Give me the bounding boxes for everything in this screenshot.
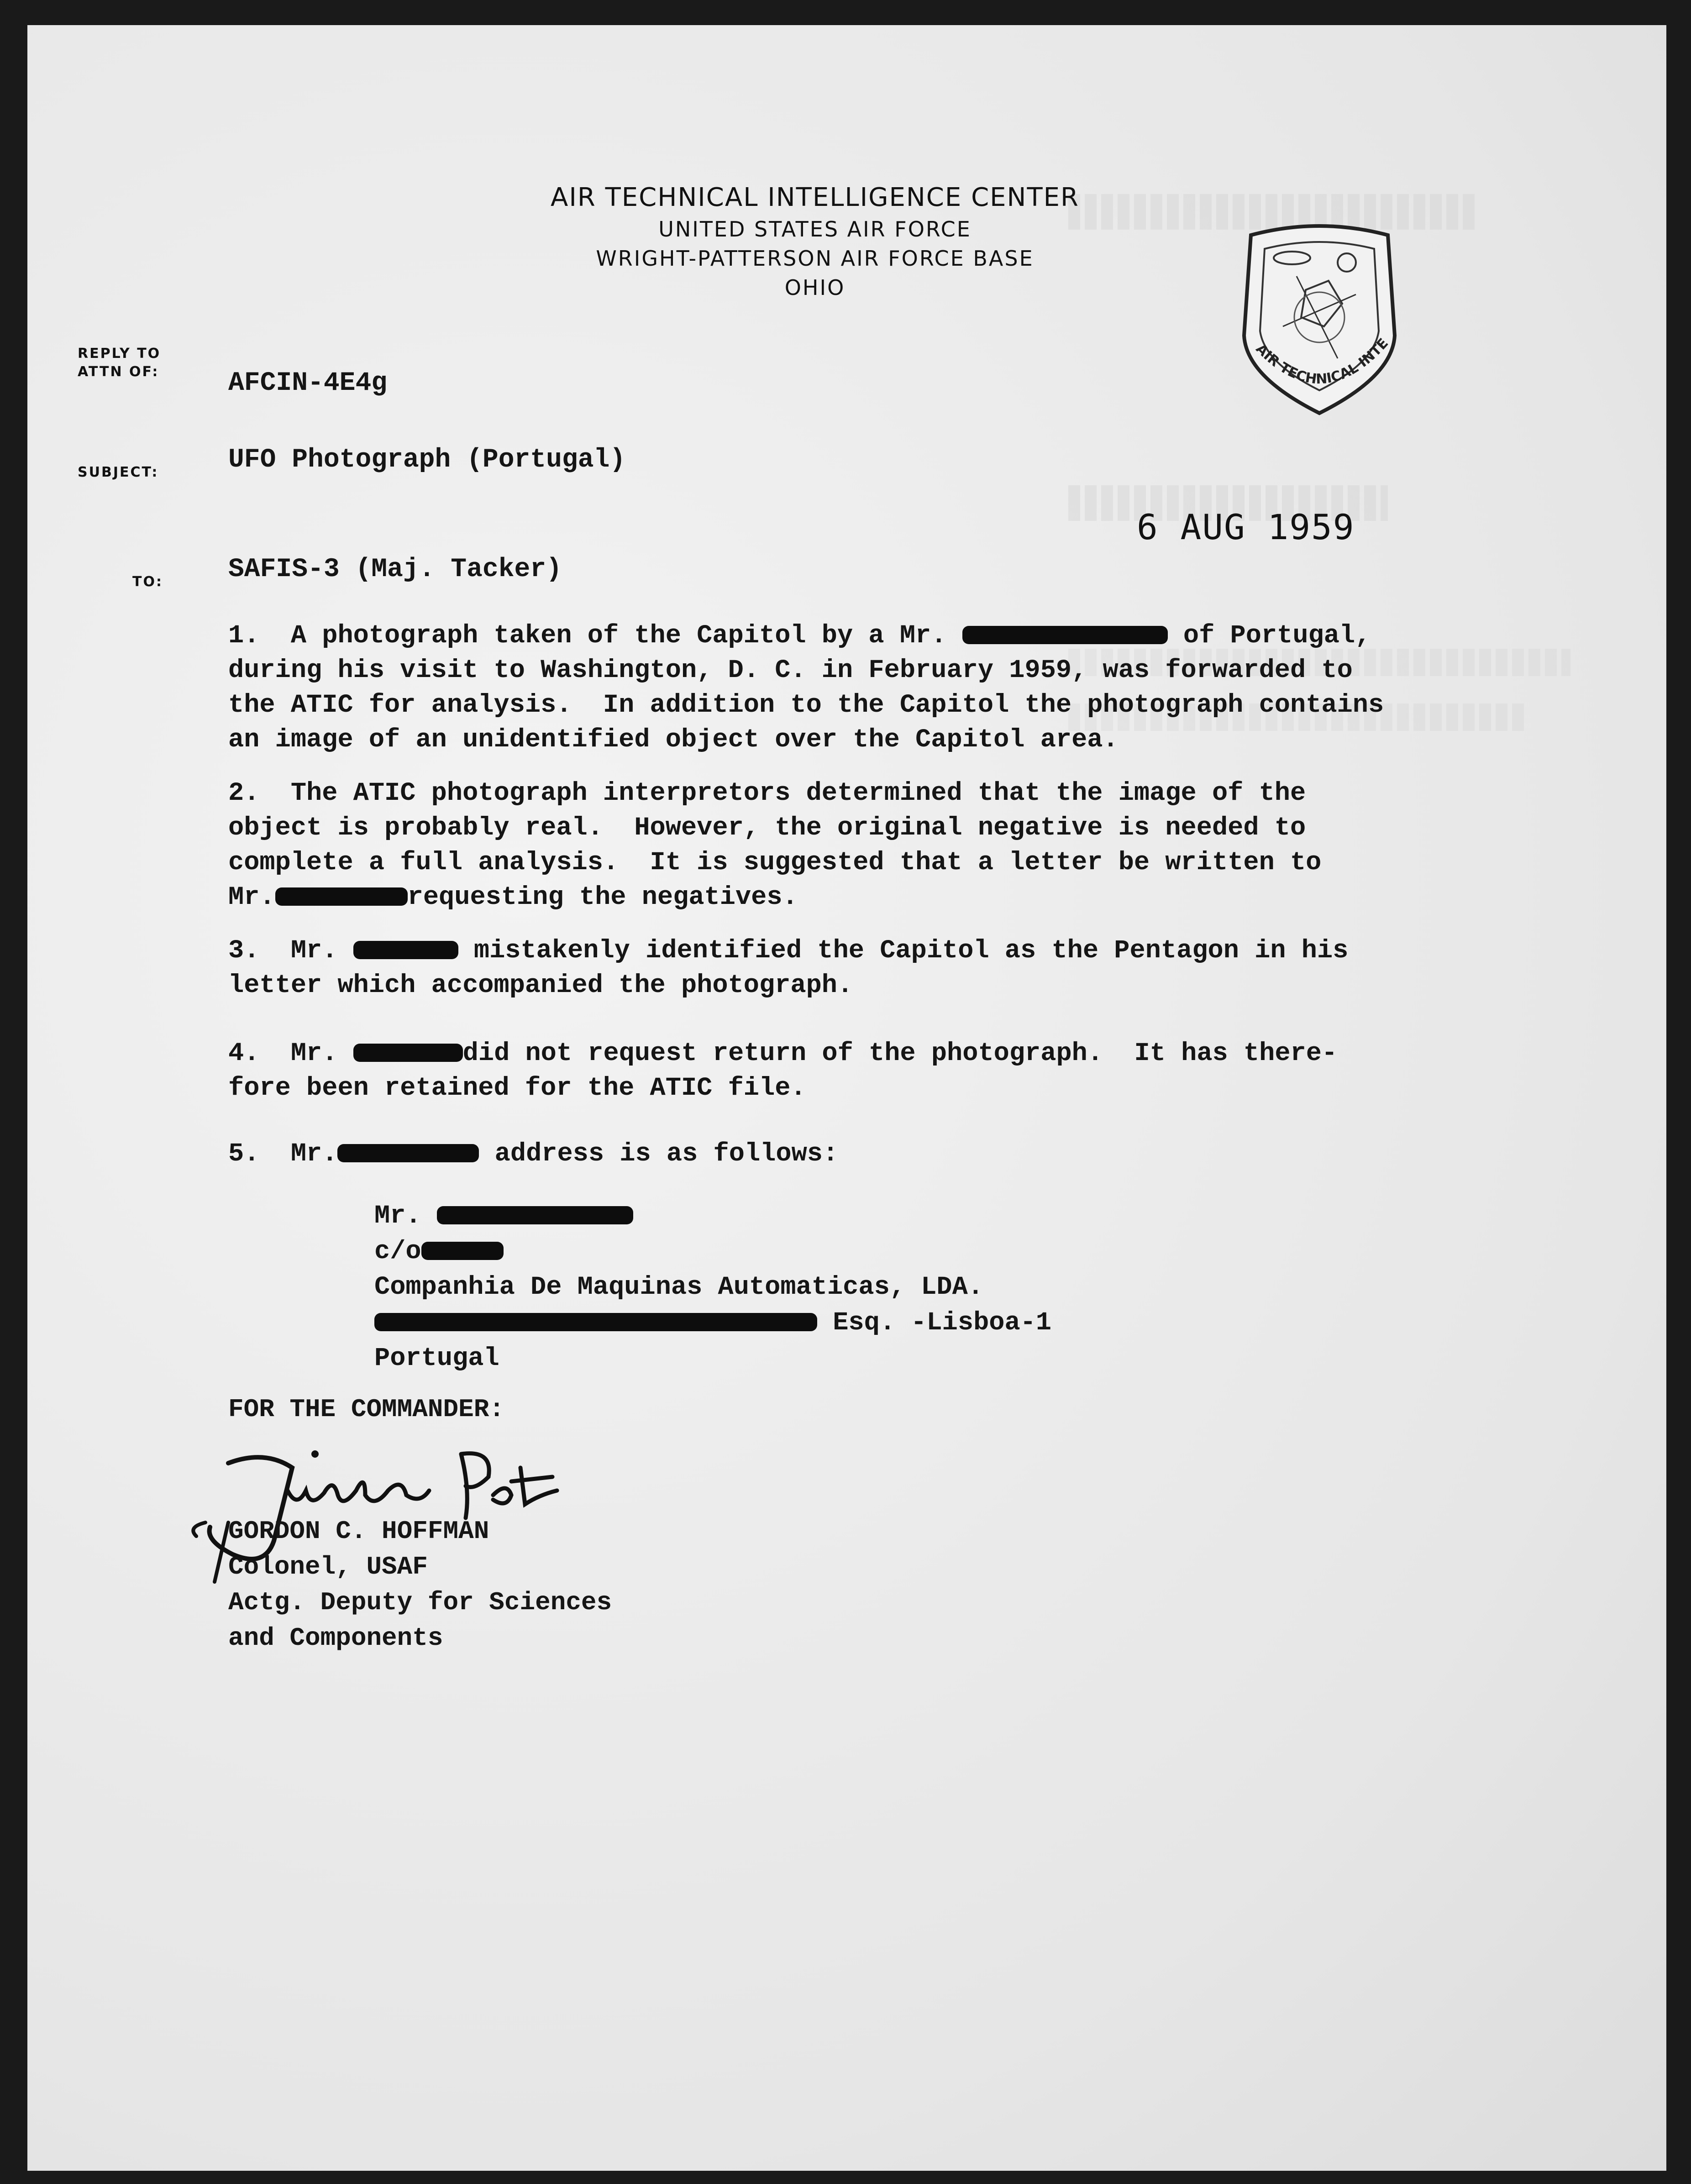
paragraph-line [228,880,1461,915]
paragraph-line: the ATIC for analysis. In addition to the Capitol the photograph contains [228,691,1384,720]
paragraph-line [228,1036,1461,1071]
document-page [27,25,1666,2171]
subject-value: UFO Photograph (Portugal) [228,445,626,475]
signatory-name: GORDON C. HOFFMAN [228,1517,489,1546]
atic-seal-icon [1233,221,1406,429]
paragraph-3 [228,934,1461,1003]
address-line [374,1198,1051,1234]
paragraph-line: during his visit to Washington, D. C. in February 1959, was forwarded to [228,656,1353,685]
redaction [353,941,458,959]
signatory-title: and Components [228,1623,443,1653]
reply-to-label-line-2: ATTN OF: [78,364,159,380]
address-line [374,1234,1051,1270]
reply-to-label-line-1: REPLY TO [78,346,161,362]
to-label: TO: [132,574,163,590]
redaction [275,887,408,906]
text-segment: c/o [374,1237,421,1266]
paragraph-line: 2. The ATIC photograph interpretors determined that the image of the [228,779,1306,808]
text-segment: did not request return of the photograph. It has there- [462,1039,1338,1068]
address-block [374,1198,1051,1376]
paragraph-line: object is probably real. However, the original negative is needed to [228,814,1306,843]
signature-block [228,1513,612,1656]
paragraph-line: fore been retained for the ATIC file. [228,1074,806,1103]
letterhead-title: AIR TECHNICAL INTELLIGENCE CENTER [551,183,1079,212]
date-stamp: 6 AUG 1959 [1137,507,1355,547]
text-segment: 4. Mr. [228,1039,353,1068]
paragraph-line [228,1137,1461,1171]
redaction [337,1144,479,1162]
paragraph-line: complete a full analysis. It is suggested that a letter be written to [228,848,1322,877]
reply-to-label [78,345,161,381]
address-line [374,1305,1051,1341]
letterhead-line-3: WRIGHT-PATTERSON AIR FORCE BASE [596,246,1034,271]
reply-to-value: AFCIN-4E4g [228,368,388,398]
paragraph-4 [228,1036,1461,1106]
paragraph-line: an image of an unidentified object over the Capitol area. [228,725,1119,755]
letterhead-line-2: UNITED STATES AIR FORCE [658,217,972,242]
text-segment: 5. Mr. [228,1139,338,1169]
redaction [374,1313,817,1331]
redaction [421,1242,504,1260]
text-segment: address is as follows: [479,1139,839,1169]
address-line: Companhia De Maquinas Automaticas, LDA. [374,1273,984,1302]
address-line: Portugal [374,1344,499,1373]
subject-label: SUBJECT: [78,464,159,480]
paragraph-line: letter which accompanied the photograph. [228,971,853,1000]
seal-text: AIR TECHNICAL INTE [1252,335,1392,388]
redaction [437,1206,633,1224]
signatory-rank: Colonel, USAF [228,1552,428,1581]
letterhead [484,183,1146,300]
text-segment: 3. Mr. [228,936,353,966]
text-segment: 1. A photograph taken of the Capitol by a Mr. [228,621,962,651]
closing: FOR THE COMMANDER: [228,1395,504,1424]
redaction [962,626,1168,644]
text-segment: mistakenly identified the Capitol as the Pentagon in his [458,936,1349,966]
redaction [353,1044,463,1062]
text-segment: requesting the negatives. [407,883,798,912]
text-segment: Esq. -Lisboa-1 [833,1308,1052,1338]
paragraph-1 [228,619,1461,757]
letterhead-line-4: OHIO [784,275,846,300]
text-segment: Mr. [228,883,275,912]
paragraph-2 [228,776,1461,915]
text-segment: Mr. [374,1202,421,1231]
paragraph-5 [228,1137,1461,1171]
text-segment: of Portugal, [1167,621,1371,651]
paragraph-line [228,619,1461,653]
to-value: SAFIS-3 (Maj. Tacker) [228,555,562,584]
paragraph-line [228,934,1461,968]
signatory-title: Actg. Deputy for Sciences [228,1588,612,1617]
